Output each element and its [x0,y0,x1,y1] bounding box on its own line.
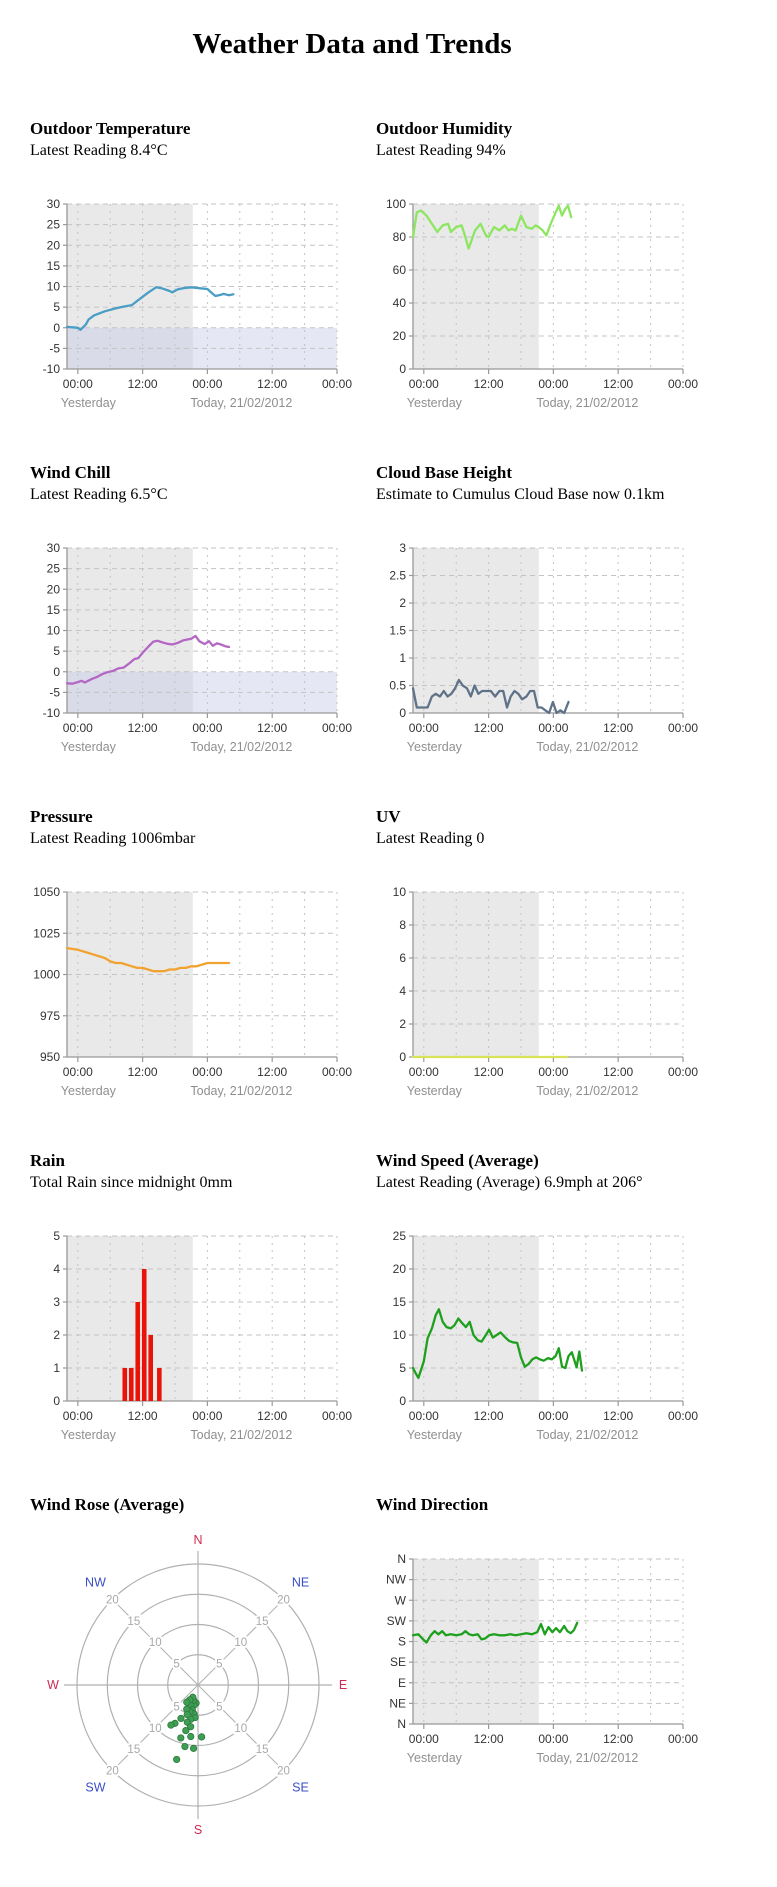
svg-text:15: 15 [392,1295,406,1309]
panel-wind-direction [368,1495,714,1847]
svg-text:20: 20 [392,329,406,343]
svg-text:E: E [338,1678,348,1692]
wind-rose-average-chart [22,1527,368,1847]
svg-text:N: N [193,1533,203,1547]
svg-text:5: 5 [53,300,60,315]
svg-text:Today, 21/02/2012: Today, 21/02/2012 [190,396,293,410]
panel-outdoor-humidity [368,119,714,413]
svg-text:00:00: 00:00 [62,1065,93,1079]
svg-text:00:00: 00:00 [321,721,353,735]
svg-text:Yesterday: Yesterday [406,1428,462,1442]
panel-cloud-base-height [368,463,714,757]
svg-text:5: 5 [216,1658,223,1671]
svg-text:15: 15 [255,1615,269,1628]
panel-subtitle: Estimate to Cumulus Cloud Base now 0.1km [376,486,665,503]
wind-rose-average-svg [22,1527,368,1847]
svg-text:Yesterday: Yesterday [406,1084,462,1098]
svg-text:00:00: 00:00 [408,1732,439,1746]
svg-text:1: 1 [399,651,406,665]
panel-subtitle: Total Rain since midnight 0mm [30,1174,233,1191]
svg-text:10: 10 [392,885,406,899]
svg-text:20: 20 [106,1594,119,1607]
svg-text:10: 10 [148,1722,162,1735]
svg-text:00:00: 00:00 [192,377,223,391]
panel-title: Rain [30,1151,65,1170]
svg-text:Today, 21/02/2012: Today, 21/02/2012 [536,740,639,754]
panel-title: Wind Speed (Average) [376,1151,539,1170]
svg-text:0.5: 0.5 [389,678,406,693]
svg-text:12:00: 12:00 [473,1732,504,1746]
svg-text:12:00: 12:00 [473,1409,504,1423]
svg-text:W: W [47,1678,59,1692]
svg-text:Today, 21/02/2012: Today, 21/02/2012 [536,1084,639,1098]
svg-text:SE: SE [292,1780,309,1795]
svg-text:5: 5 [399,1361,406,1375]
svg-text:12:00: 12:00 [127,1065,158,1079]
panel-subtitle: Latest Reading 94% [376,142,506,159]
svg-text:Yesterday: Yesterday [60,740,116,754]
svg-text:12:00: 12:00 [127,1409,158,1423]
svg-text:Today, 21/02/2012: Today, 21/02/2012 [536,1751,639,1765]
svg-text:00:00: 00:00 [192,721,223,735]
svg-text:30: 30 [46,197,60,211]
svg-text:NE: NE [291,1575,310,1590]
svg-text:12:00: 12:00 [473,721,504,735]
svg-text:950: 950 [39,1050,60,1064]
cloud-base-height-chart [368,540,714,757]
svg-text:2: 2 [399,596,406,610]
svg-text:10: 10 [234,1722,248,1735]
svg-text:S: S [397,1634,406,1649]
svg-text:0: 0 [53,1394,60,1408]
svg-text:20: 20 [46,238,60,253]
outdoor-temperature-chart [22,196,368,413]
svg-text:1025: 1025 [33,926,60,941]
svg-text:00:00: 00:00 [667,1409,699,1423]
svg-text:12:00: 12:00 [127,721,158,735]
svg-text:15: 15 [46,602,60,617]
svg-text:00:00: 00:00 [321,1065,353,1079]
svg-text:00:00: 00:00 [667,1065,699,1079]
uv-svg [368,884,708,1101]
svg-text:100: 100 [385,197,406,211]
svg-text:00:00: 00:00 [408,1409,439,1423]
svg-text:W: W [394,1593,406,1608]
svg-text:12:00: 12:00 [257,1409,288,1423]
svg-text:12:00: 12:00 [257,721,288,735]
svg-text:20: 20 [392,1262,406,1276]
panel-rain [22,1151,368,1445]
rain-svg [22,1228,362,1445]
svg-text:E: E [397,1675,406,1690]
svg-text:20: 20 [277,1765,290,1778]
svg-text:5: 5 [173,1658,180,1671]
svg-text:5: 5 [173,1701,180,1714]
outdoor-temperature-svg [22,196,362,413]
panel-subtitle: Latest Reading 1006mbar [30,830,196,847]
svg-text:SW: SW [386,1613,406,1628]
panel-title: Outdoor Humidity [376,119,513,138]
svg-text:Yesterday: Yesterday [60,396,116,410]
svg-text:30: 30 [46,541,60,555]
svg-text:10: 10 [234,1637,248,1650]
panel-title: Cloud Base Height [376,463,513,482]
svg-text:0: 0 [399,1394,406,1408]
svg-text:00:00: 00:00 [408,721,439,735]
page-title: Weather Data and Trends [192,28,512,60]
svg-text:4: 4 [53,1262,60,1276]
pressure-chart [22,884,368,1101]
panel-wind-speed-average [368,1151,714,1445]
svg-text:1000: 1000 [33,967,60,982]
svg-text:00:00: 00:00 [192,1409,223,1423]
wind-speed-average-svg [368,1228,708,1445]
svg-text:00:00: 00:00 [538,1409,569,1423]
svg-text:Today, 21/02/2012: Today, 21/02/2012 [190,1428,293,1442]
svg-text:12:00: 12:00 [603,377,634,391]
svg-text:Today, 21/02/2012: Today, 21/02/2012 [536,1428,639,1442]
svg-text:2: 2 [53,1328,60,1342]
svg-text:00:00: 00:00 [667,721,699,735]
svg-text:-5: -5 [49,341,60,356]
svg-text:12:00: 12:00 [257,377,288,391]
svg-text:SE: SE [389,1655,406,1670]
svg-text:00:00: 00:00 [538,377,569,391]
panel-title: Pressure [30,807,93,826]
svg-text:Yesterday: Yesterday [406,396,462,410]
svg-text:12:00: 12:00 [603,1732,634,1746]
svg-text:-5: -5 [49,685,60,700]
panel-outdoor-temperature [22,119,368,413]
svg-text:00:00: 00:00 [538,1732,569,1746]
svg-text:6: 6 [399,951,406,965]
svg-text:10: 10 [46,279,60,294]
svg-text:NE: NE [389,1696,406,1711]
svg-text:0: 0 [399,1050,406,1064]
svg-text:Yesterday: Yesterday [406,1751,462,1765]
svg-text:Yesterday: Yesterday [60,1084,116,1098]
svg-text:12:00: 12:00 [603,1409,634,1423]
panel-subtitle: Latest Reading (Average) 6.9mph at 206° [376,1174,643,1191]
svg-text:25: 25 [46,217,60,232]
pressure-svg [22,884,362,1101]
svg-text:5: 5 [216,1701,223,1714]
svg-text:00:00: 00:00 [667,1732,699,1746]
svg-text:15: 15 [127,1744,141,1757]
svg-text:80: 80 [392,230,406,244]
panel-title: UV [376,807,401,826]
panel-title: Wind Chill [30,463,111,482]
outdoor-humidity-chart [368,196,714,413]
panel-title: Wind Rose (Average) [30,1495,185,1514]
svg-text:10: 10 [392,1328,406,1342]
wind-chill-svg [22,540,362,757]
svg-text:3: 3 [399,541,406,555]
svg-text:4: 4 [399,984,406,998]
charts-grid [22,119,777,1847]
outdoor-humidity-svg [368,196,708,413]
svg-text:12:00: 12:00 [473,1065,504,1079]
svg-text:2.5: 2.5 [389,568,406,583]
svg-text:12:00: 12:00 [603,1065,634,1079]
svg-text:00:00: 00:00 [62,721,93,735]
wind-speed-average-chart [368,1228,714,1445]
panel-subtitle: Latest Reading 6.5°C [30,486,168,503]
svg-text:25: 25 [392,1229,406,1243]
svg-text:12:00: 12:00 [473,377,504,391]
svg-text:10: 10 [148,1637,162,1650]
svg-text:-10: -10 [42,706,60,720]
svg-text:S: S [193,1823,203,1837]
svg-text:Today, 21/02/2012: Today, 21/02/2012 [536,396,639,410]
svg-text:2: 2 [399,1017,406,1031]
svg-text:NW: NW [386,1572,406,1587]
svg-text:10: 10 [46,623,60,638]
svg-text:15: 15 [127,1615,141,1628]
svg-text:00:00: 00:00 [538,1065,569,1079]
svg-text:0: 0 [53,320,60,335]
svg-text:00:00: 00:00 [321,1409,353,1423]
cloud-base-height-svg [368,540,708,757]
svg-text:5: 5 [53,1229,60,1243]
svg-text:975: 975 [39,1008,60,1023]
svg-text:N: N [397,1717,406,1731]
svg-text:N: N [397,1552,406,1566]
panel-title: Outdoor Temperature [30,119,191,138]
svg-text:1.5: 1.5 [389,623,406,638]
svg-text:Today, 21/02/2012: Today, 21/02/2012 [190,1084,293,1098]
svg-text:NW: NW [85,1575,106,1590]
wind-direction-chart [368,1551,714,1768]
panel-subtitle: Latest Reading 0 [376,830,485,847]
svg-text:1: 1 [53,1361,60,1375]
wind-direction-svg [368,1551,708,1768]
svg-text:20: 20 [46,582,60,597]
svg-text:00:00: 00:00 [408,1065,439,1079]
panel-wind-chill [22,463,368,757]
panel-title: Wind Direction [376,1495,489,1514]
svg-text:0: 0 [399,362,406,376]
svg-text:00:00: 00:00 [538,721,569,735]
svg-text:SW: SW [85,1780,106,1795]
panel-pressure [22,807,368,1101]
svg-text:00:00: 00:00 [408,377,439,391]
svg-text:Yesterday: Yesterday [406,740,462,754]
panel-uv [368,807,714,1101]
wind-chill-chart [22,540,368,757]
svg-text:1050: 1050 [33,885,60,899]
svg-text:12:00: 12:00 [257,1065,288,1079]
rain-chart [22,1228,368,1445]
svg-text:Today, 21/02/2012: Today, 21/02/2012 [190,740,293,754]
svg-text:12:00: 12:00 [603,721,634,735]
svg-text:8: 8 [399,918,406,932]
svg-text:20: 20 [106,1765,119,1778]
svg-text:12:00: 12:00 [127,377,158,391]
svg-text:0: 0 [53,664,60,679]
svg-text:00:00: 00:00 [321,377,353,391]
svg-text:3: 3 [53,1295,60,1309]
svg-text:0: 0 [399,706,406,720]
svg-text:60: 60 [392,263,406,277]
svg-text:00:00: 00:00 [62,377,93,391]
svg-text:25: 25 [46,561,60,576]
svg-text:15: 15 [46,258,60,273]
svg-text:15: 15 [255,1744,269,1757]
uv-chart [368,884,714,1101]
svg-text:00:00: 00:00 [192,1065,223,1079]
svg-text:00:00: 00:00 [667,377,699,391]
svg-text:5: 5 [53,644,60,659]
svg-text:20: 20 [277,1594,290,1607]
svg-text:-10: -10 [42,362,60,376]
panel-subtitle: Latest Reading 8.4°C [30,142,168,159]
panel-wind-rose-average [22,1495,368,1847]
svg-text:Yesterday: Yesterday [60,1428,116,1442]
svg-text:40: 40 [392,296,406,310]
svg-text:00:00: 00:00 [62,1409,93,1423]
